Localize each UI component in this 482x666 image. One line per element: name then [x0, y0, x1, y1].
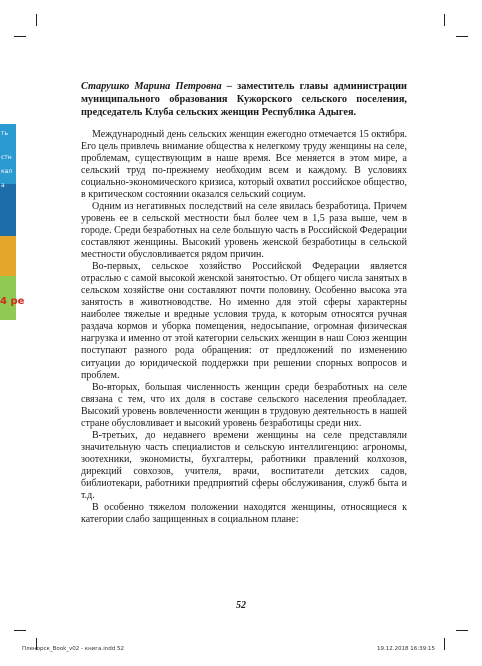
paragraph: Во-вторых, большая численность женщин среди безработных на селе связана с тем, что их доля в составе сельского населения преобладает. Высокий уровень вовлеченности женщин в трудовую деятельность в нашей стране обусловливает и высокий уровень безработицы среди них.	[81, 381, 407, 429]
page-number: 52	[236, 600, 246, 611]
crop-mark	[456, 630, 468, 631]
article	[81, 80, 407, 526]
crop-mark	[14, 36, 26, 37]
strip-text: а	[1, 182, 5, 189]
strip-text: ть	[1, 130, 9, 137]
slug-datetime: 19.12.2018 16:39:15	[377, 646, 435, 652]
slug-file: Пленорск_Book_v02 - книга.indd 52	[22, 646, 124, 652]
strip-text: кал	[1, 168, 13, 175]
paragraph: В особенно тяжелом положении находятся женщины, относящиеся к категории слабо защищенных в социальном плане:	[81, 502, 407, 526]
strip-tag: 4 ре	[0, 296, 25, 307]
paragraph: Во-первых, сельское хозяйство Российской Федерации является отраслью с самой высокой женской занятостью. От общего числа занятых в сельском хозяйстве они составляют почти половину. Особенно высока эта занятость в животноводстве. Но именно для этой сферы характерны наиболее тяжелые и вредные условия труда, к которым относятся ручная раздача кормов и уборка помещения, недосыпание, огромная физическая нагрузка и именно от этой категории сельских женщин в наш Союз женщин поступают разного рода обращения: от предложений по изменению ситуации до юридической поддержки при решении спорных вопросов и проблем.	[81, 261, 407, 381]
adjacent-page-strip	[0, 124, 16, 320]
paragraph: В-третьих, до недавнего времени женщины на селе представляли значительную часть специалистов и сельскую интеллигенцию: агрономы, зоотехники, экономисты, бухгалтеры, работники правлений колхозов, дирекций совхозов, учителя, врачи, воспитатели детских садов, библиотекари, работники предприятий сферы обслуживания, служб быта и т.д.	[81, 429, 407, 502]
crop-mark	[444, 638, 445, 650]
paragraph: Международный день сельских женщин ежегодно отмечается 15 октября. Его цель привлечь внимание общества к нелегкому труду женщины на селе, проблемам, существующим в наше время. Все меняется в этом мире, а сельский труд по-прежнему необходим всем и каждому. В условиях социально-экономического кризиса, который охватил российское общество, в критическом состоянии оказался сельский социум.	[81, 128, 407, 200]
crop-mark	[14, 630, 26, 631]
author-intro	[81, 80, 407, 120]
author-name: Старушко Марина Петровна	[81, 81, 222, 92]
crop-mark	[36, 14, 37, 26]
crop-mark	[456, 36, 468, 37]
paragraph: Одним из негативных последствий на селе явилась безработица. Причем уровень ее в сельской местности был более чем в 1,5 раза выше, чем в городе. Среди безработных на селе большую часть в Российской Федерации составляют женщины. Высокий уровень женской безработицы в сельской местности обусловливается рядом причин.	[81, 200, 407, 261]
crop-mark	[444, 14, 445, 26]
author-role: – заместитель главы администрации муниципального образования Кужорского сельского поселения, председатель Клуба сельских женщин Республика Адыгея.	[81, 81, 407, 119]
strip-text: стн	[1, 154, 12, 161]
